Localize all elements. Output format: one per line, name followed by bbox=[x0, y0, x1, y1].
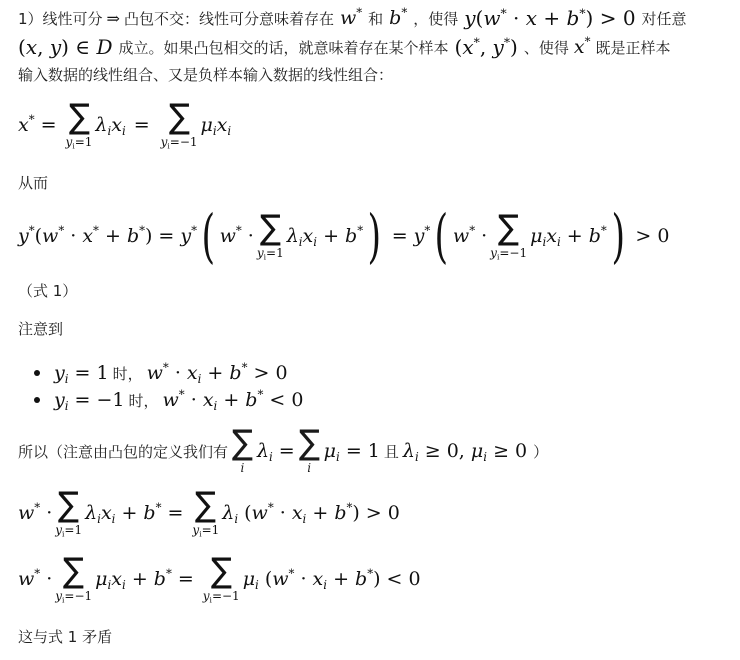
sum-i-icon: ∑ i bbox=[298, 423, 320, 475]
equation-1-label: （式 1） bbox=[18, 282, 78, 300]
equation-x-star-combination: x* = ∑ $y_i=1$ $\lambda_ix_i$ = ∑ $y_i=-1$ $\mu_ix_i$ bbox=[18, 97, 232, 151]
b-star-formula: b* bbox=[389, 5, 408, 29]
xy-in-d-formula: (x, y) ∈ D bbox=[18, 35, 113, 59]
separation-inequality: y(w* · x + b*) > 0 bbox=[464, 5, 636, 30]
intro-text-a: 凸包不交：线性可分意味着存在 bbox=[123, 9, 334, 28]
congyi-text: 从而 bbox=[18, 174, 49, 192]
right-big-paren: ) bbox=[611, 202, 625, 270]
intro-text-c: 对任意 bbox=[641, 9, 687, 28]
and-text: 和 bbox=[368, 9, 384, 28]
bullet-icon bbox=[34, 397, 40, 403]
sum-neg-icon: ∑ $y_i=-1$ bbox=[202, 551, 240, 605]
bullet-icon bbox=[34, 370, 40, 376]
list-item: $y_i = 1$ 时， $w^* \cdot x_i + b^* > 0$ bbox=[34, 360, 303, 386]
sum-neg-icon: ∑ $y_i=-1$ bbox=[160, 97, 198, 151]
sum-pos-icon: ∑ $y_i=1$ bbox=[256, 208, 284, 262]
intro-label: 1）线性可分 bbox=[18, 9, 103, 28]
left-big-paren: ( bbox=[201, 202, 216, 270]
right-big-paren: ) bbox=[367, 202, 382, 270]
bullet-list bbox=[34, 360, 303, 414]
equation-negative-class: w* · ∑ $y_i=-1$ $\mu_ix_i + b^*$ = ∑ $y_i=-1$ $\mu_i$ $(w^* \cdot x_i + b^*)$ < 0 bbox=[18, 551, 421, 605]
intro-line-1 bbox=[18, 5, 687, 31]
w-star-formula: w* bbox=[339, 5, 363, 29]
sum-pos-icon: ∑ $y_i=1$ bbox=[55, 485, 83, 539]
intro-text-d: 成立。如果凸包相交的话，就意味着存在某个样本 bbox=[118, 38, 449, 57]
zhuyi-text: 注意到 bbox=[18, 320, 64, 338]
implies-arrow: ⇒ bbox=[106, 8, 120, 28]
sample-formula: (x*, y*) bbox=[454, 34, 518, 59]
equation-contradiction-chain: y*(w* · x* + b*) = y* ( w* · ∑ $y_i=1$ $\lambda_ix_i + b^*$ ) = y* ( w* · ∑ $y_i=-1$ $\mu_ix_i + b^*$ ) > 0 bbox=[18, 202, 670, 270]
sum-neg-icon: ∑ $y_i=-1$ bbox=[490, 208, 528, 262]
list-item: $y_i = -1$ 时， $w^* \cdot x_i + b^* < 0$ bbox=[34, 386, 303, 414]
intro-text-b: ，使得 bbox=[413, 9, 459, 28]
intro-text-e: 、使得 bbox=[523, 38, 569, 57]
sum-pos-icon: ∑ $y_i=1$ bbox=[192, 485, 220, 539]
suoyi-text: 所以（注意由凸包的定义我们有 bbox=[18, 442, 229, 461]
left-big-paren: ( bbox=[434, 202, 449, 270]
sum-pos-icon: ∑ $y_i=1$ bbox=[65, 97, 93, 151]
intro-line-3: 输入数据的线性组合、又是负样本输入数据的线性组合： bbox=[18, 66, 394, 84]
convex-hull-condition-line: 所以（注意由凸包的定义我们有 ∑ i $\lambda_i$ = ∑ i $\mu_i = 1$ 且 $\lambda_i \ge 0$, $\mu_i \ge 0$ ） bbox=[18, 423, 549, 475]
x-star-formula: x* bbox=[573, 34, 591, 58]
intro-text-f: 既是正样本 bbox=[595, 38, 671, 57]
intro-line-2 bbox=[18, 33, 671, 61]
conclusion-text: 这与式 1 矛盾 bbox=[18, 628, 113, 646]
sum-i-icon: ∑ i bbox=[231, 423, 254, 475]
sum-neg-icon: ∑ $y_i=-1$ bbox=[55, 551, 93, 605]
equation-positive-class: w* · ∑ $y_i=1$ $\lambda_ix_i + b^*$ = ∑ $y_i=1$ $\lambda_i$ $(w^* \cdot x_i + b^*)$ > 0 bbox=[18, 485, 400, 539]
